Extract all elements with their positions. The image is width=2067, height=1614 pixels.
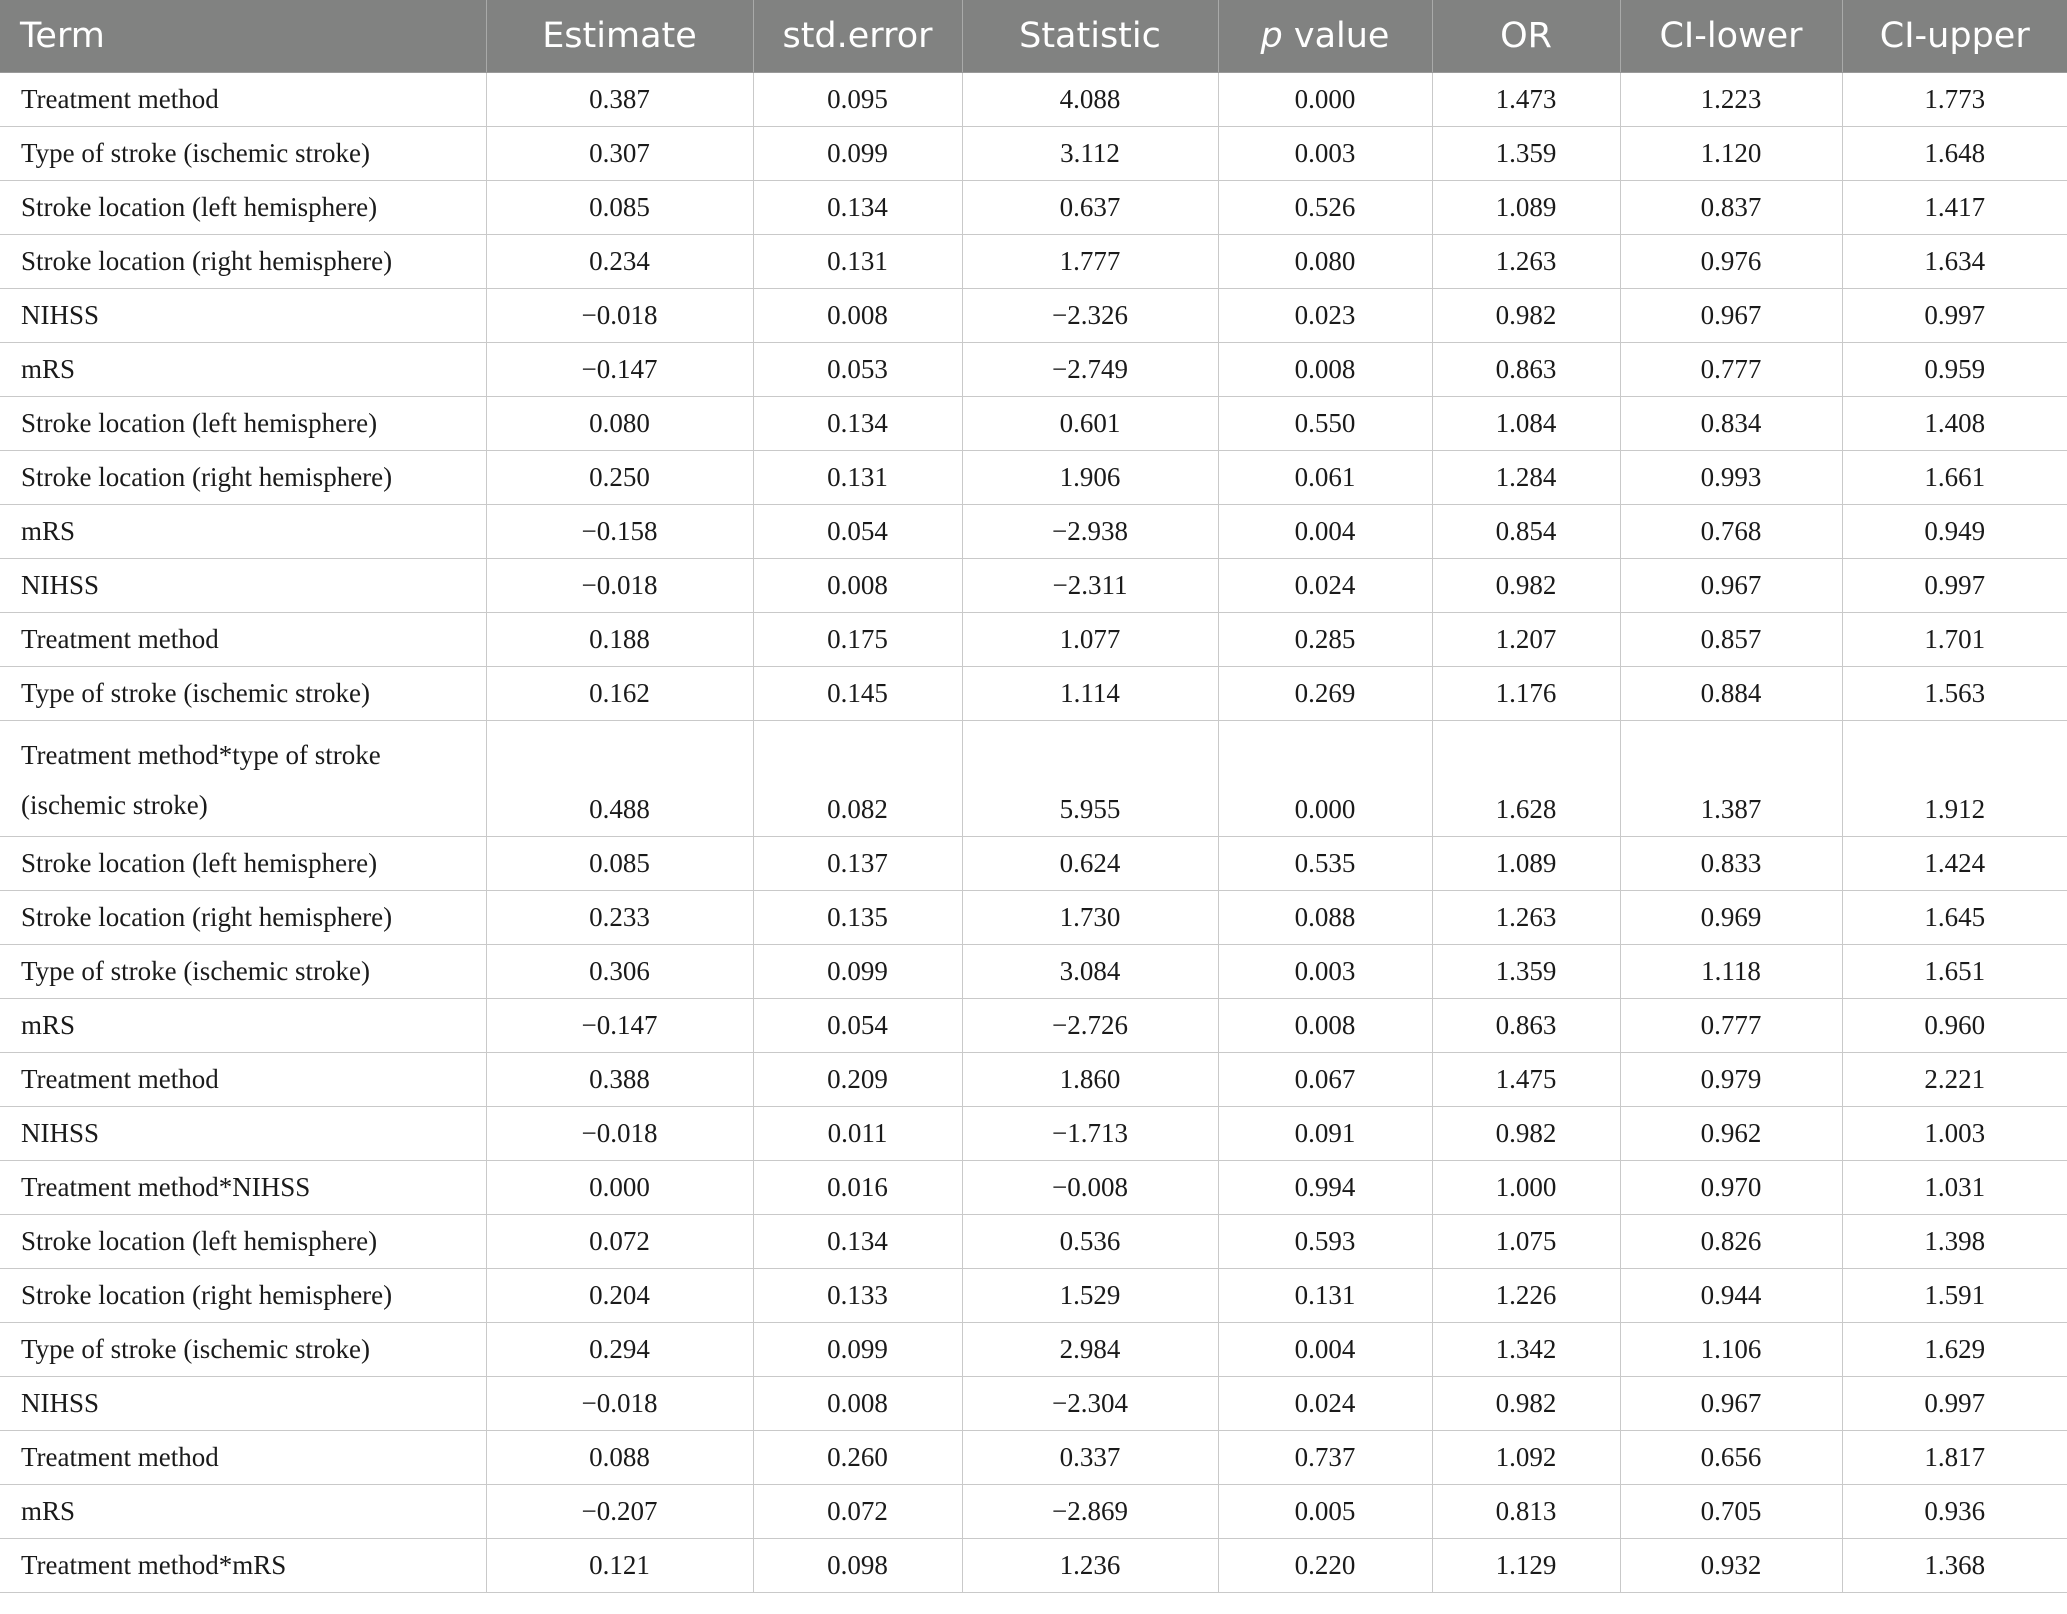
table-row [0,397,2067,451]
term-cell: Treatment method*type of stroke (ischemic stroke) [0,721,486,837]
term-cell: Stroke location (left hemisphere) [0,1215,486,1269]
ci-lower-cell: 1.223 [1620,73,1842,127]
estimate-cell: 0.488 [486,721,753,837]
p-value-cell: 0.737 [1218,1431,1432,1485]
or-cell: 0.982 [1432,1107,1620,1161]
ci-upper-cell: 1.645 [1842,891,2067,945]
ci-upper-cell: 1.563 [1842,667,2067,721]
table-row [0,1485,2067,1539]
term-cell: Stroke location (right hemisphere) [0,891,486,945]
std-error-cell: 0.011 [753,1107,962,1161]
or-cell: 1.084 [1432,397,1620,451]
or-cell: 1.092 [1432,1431,1620,1485]
p-value-cell: 0.008 [1218,343,1432,397]
ci-upper-cell: 1.398 [1842,1215,2067,1269]
ci-upper-cell: 0.997 [1842,289,2067,343]
term-cell: Treatment method*NIHSS [0,1161,486,1215]
std-error-cell: 0.133 [753,1269,962,1323]
statistic-cell: 1.860 [962,1053,1218,1107]
p-value-cell: 0.023 [1218,289,1432,343]
estimate-cell: 0.250 [486,451,753,505]
table-row [0,1431,2067,1485]
term-cell: Treatment method [0,1053,486,1107]
ci-upper-cell: 1.408 [1842,397,2067,451]
std-error-cell: 0.008 [753,559,962,613]
table-row [0,1161,2067,1215]
table-row [0,289,2067,343]
table-row [0,721,2067,837]
ci-upper-cell: 0.960 [1842,999,2067,1053]
ci-upper-cell: 0.997 [1842,559,2067,613]
statistic-cell: −2.726 [962,999,1218,1053]
estimate-cell: 0.080 [486,397,753,451]
statistic-cell: 0.536 [962,1215,1218,1269]
table-row [0,1053,2067,1107]
table-row [0,945,2067,999]
header-statistic: Statistic [962,0,1218,73]
estimate-cell: 0.085 [486,837,753,891]
term-cell: Treatment method [0,1431,486,1485]
estimate-cell: 0.306 [486,945,753,999]
p-value-cell: 0.004 [1218,1323,1432,1377]
statistic-cell: 1.114 [962,667,1218,721]
std-error-cell: 0.134 [753,1215,962,1269]
term-cell: Treatment method [0,613,486,667]
estimate-cell: −0.018 [486,289,753,343]
statistic-cell: −1.713 [962,1107,1218,1161]
estimate-cell: 0.085 [486,181,753,235]
header-p-value [1218,0,1432,73]
or-cell: 1.176 [1432,667,1620,721]
ci-lower-cell: 0.833 [1620,837,1842,891]
p-value-cell: 0.131 [1218,1269,1432,1323]
estimate-cell: −0.158 [486,505,753,559]
or-cell: 1.075 [1432,1215,1620,1269]
ci-lower-cell: 0.969 [1620,891,1842,945]
or-cell: 0.863 [1432,999,1620,1053]
ci-lower-cell: 1.118 [1620,945,1842,999]
estimate-cell: 0.387 [486,73,753,127]
statistic-cell: −2.938 [962,505,1218,559]
std-error-cell: 0.131 [753,451,962,505]
ci-lower-cell: 0.979 [1620,1053,1842,1107]
p-value-cell: 0.061 [1218,451,1432,505]
statistic-cell: −2.304 [962,1377,1218,1431]
ci-upper-cell: 1.634 [1842,235,2067,289]
p-value-cell: 0.004 [1218,505,1432,559]
estimate-cell: 0.088 [486,1431,753,1485]
term-cell: Stroke location (left hemisphere) [0,837,486,891]
term-cell: NIHSS [0,1377,486,1431]
table-row [0,1377,2067,1431]
std-error-cell: 0.053 [753,343,962,397]
p-value-cell: 0.220 [1218,1539,1432,1593]
ci-upper-cell: 1.003 [1842,1107,2067,1161]
statistic-cell: 5.955 [962,721,1218,837]
term-cell: NIHSS [0,1107,486,1161]
ci-lower-cell: 0.962 [1620,1107,1842,1161]
p-value-cell: 0.285 [1218,613,1432,667]
or-cell: 0.982 [1432,1377,1620,1431]
estimate-cell: 0.204 [486,1269,753,1323]
ci-lower-cell: 0.768 [1620,505,1842,559]
or-cell: 0.982 [1432,559,1620,613]
or-cell: 1.284 [1432,451,1620,505]
p-value-cell: 0.080 [1218,235,1432,289]
p-value-cell: 0.994 [1218,1161,1432,1215]
or-cell: 1.342 [1432,1323,1620,1377]
or-cell: 1.263 [1432,891,1620,945]
estimate-cell: −0.018 [486,559,753,613]
std-error-cell: 0.072 [753,1485,962,1539]
p-value-cell: 0.593 [1218,1215,1432,1269]
or-cell: 0.854 [1432,505,1620,559]
term-cell: Stroke location (right hemisphere) [0,235,486,289]
statistic-cell: −2.749 [962,343,1218,397]
p-value-cell: 0.003 [1218,945,1432,999]
term-cell: Type of stroke (ischemic stroke) [0,1323,486,1377]
std-error-cell: 0.054 [753,505,962,559]
ci-upper-cell: 1.629 [1842,1323,2067,1377]
ci-lower-cell: 0.967 [1620,1377,1842,1431]
term-cell: Stroke location (left hemisphere) [0,397,486,451]
ci-upper-cell: 0.949 [1842,505,2067,559]
p-value-cell: 0.067 [1218,1053,1432,1107]
ci-lower-cell: 0.944 [1620,1269,1842,1323]
p-value-cell: 0.269 [1218,667,1432,721]
statistic-cell: 1.236 [962,1539,1218,1593]
table-header [0,0,2067,73]
ci-lower-cell: 0.967 [1620,559,1842,613]
or-cell: 1.473 [1432,73,1620,127]
estimate-cell: 0.162 [486,667,753,721]
table-row [0,891,2067,945]
term-cell: mRS [0,1485,486,1539]
ci-lower-cell: 0.777 [1620,999,1842,1053]
or-cell: 1.089 [1432,181,1620,235]
std-error-cell: 0.098 [753,1539,962,1593]
statistic-cell: 1.777 [962,235,1218,289]
table-row [0,837,2067,891]
std-error-cell: 0.082 [753,721,962,837]
p-value-cell: 0.000 [1218,73,1432,127]
ci-lower-cell: 0.932 [1620,1539,1842,1593]
table-row [0,1539,2067,1593]
ci-lower-cell: 0.967 [1620,289,1842,343]
header-row [0,0,2067,73]
ci-lower-cell: 1.106 [1620,1323,1842,1377]
statistic-cell: 0.624 [962,837,1218,891]
ci-upper-cell: 1.773 [1842,73,2067,127]
header-ci-lower: CI-lower [1620,0,1842,73]
ci-lower-cell: 0.857 [1620,613,1842,667]
ci-lower-cell: 0.826 [1620,1215,1842,1269]
statistic-cell: 1.077 [962,613,1218,667]
p-value-cell: 0.526 [1218,181,1432,235]
or-cell: 1.000 [1432,1161,1620,1215]
ci-lower-cell: 0.976 [1620,235,1842,289]
statistic-cell: 1.529 [962,1269,1218,1323]
term-cell: mRS [0,505,486,559]
ci-lower-cell: 1.387 [1620,721,1842,837]
estimate-cell: 0.233 [486,891,753,945]
ci-lower-cell: 0.884 [1620,667,1842,721]
table-row [0,1107,2067,1161]
or-cell: 1.359 [1432,945,1620,999]
estimate-cell: 0.234 [486,235,753,289]
ci-upper-cell: 0.959 [1842,343,2067,397]
estimate-cell: −0.018 [486,1107,753,1161]
std-error-cell: 0.209 [753,1053,962,1107]
std-error-cell: 0.131 [753,235,962,289]
p-value-cell: 0.088 [1218,891,1432,945]
estimate-cell: −0.207 [486,1485,753,1539]
std-error-cell: 0.145 [753,667,962,721]
table-row [0,999,2067,1053]
std-error-cell: 0.134 [753,397,962,451]
p-value-cell: 0.005 [1218,1485,1432,1539]
estimate-cell: −0.018 [486,1377,753,1431]
std-error-cell: 0.095 [753,73,962,127]
statistic-cell: 0.601 [962,397,1218,451]
ci-upper-cell: 2.221 [1842,1053,2067,1107]
ci-lower-cell: 0.970 [1620,1161,1842,1215]
term-cell: Treatment method*mRS [0,1539,486,1593]
or-cell: 1.226 [1432,1269,1620,1323]
table-row [0,343,2067,397]
statistic-cell: 3.112 [962,127,1218,181]
ci-lower-cell: 1.120 [1620,127,1842,181]
ci-lower-cell: 0.777 [1620,343,1842,397]
ci-upper-cell: 1.651 [1842,945,2067,999]
std-error-cell: 0.016 [753,1161,962,1215]
ci-upper-cell: 1.424 [1842,837,2067,891]
table-row [0,235,2067,289]
term-cell: Type of stroke (ischemic stroke) [0,945,486,999]
ci-upper-cell: 0.997 [1842,1377,2067,1431]
ci-upper-cell: 1.912 [1842,721,2067,837]
table-body [0,73,2067,1593]
estimate-cell: 0.072 [486,1215,753,1269]
p-value-cell: 0.091 [1218,1107,1432,1161]
table-row [0,451,2067,505]
statistic-cell: −2.326 [962,289,1218,343]
statistic-cell: 0.337 [962,1431,1218,1485]
or-cell: 1.628 [1432,721,1620,837]
ci-upper-cell: 1.817 [1842,1431,2067,1485]
std-error-cell: 0.008 [753,289,962,343]
p-value-cell: 0.008 [1218,999,1432,1053]
std-error-cell: 0.137 [753,837,962,891]
std-error-cell: 0.134 [753,181,962,235]
statistic-cell: −2.311 [962,559,1218,613]
statistic-cell: −2.869 [962,1485,1218,1539]
estimate-cell: 0.388 [486,1053,753,1107]
estimate-cell: 0.294 [486,1323,753,1377]
table-row [0,1323,2067,1377]
std-error-cell: 0.135 [753,891,962,945]
std-error-cell: 0.175 [753,613,962,667]
table-row [0,613,2067,667]
statistic-cell: 0.637 [962,181,1218,235]
header-ci-upper: CI-upper [1842,0,2067,73]
ci-lower-cell: 0.834 [1620,397,1842,451]
ci-upper-cell: 1.417 [1842,181,2067,235]
or-cell: 1.359 [1432,127,1620,181]
table-row [0,1269,2067,1323]
header-term: Term [0,0,486,73]
header-p-value-suffix: value [1282,16,1390,56]
p-value-cell: 0.550 [1218,397,1432,451]
ci-lower-cell: 0.705 [1620,1485,1842,1539]
term-cell: NIHSS [0,559,486,613]
or-cell: 1.263 [1432,235,1620,289]
estimate-cell: −0.147 [486,999,753,1053]
or-cell: 1.475 [1432,1053,1620,1107]
term-cell: Treatment method [0,73,486,127]
statistic-cell: −0.008 [962,1161,1218,1215]
table-row [0,559,2067,613]
ci-lower-cell: 0.837 [1620,181,1842,235]
ci-upper-cell: 0.936 [1842,1485,2067,1539]
statistic-cell: 3.084 [962,945,1218,999]
or-cell: 1.207 [1432,613,1620,667]
or-cell: 0.813 [1432,1485,1620,1539]
p-value-cell: 0.000 [1218,721,1432,837]
std-error-cell: 0.099 [753,1323,962,1377]
p-value-cell: 0.535 [1218,837,1432,891]
term-cell: Stroke location (left hemisphere) [0,181,486,235]
estimate-cell: −0.147 [486,343,753,397]
term-cell: mRS [0,343,486,397]
term-cell: NIHSS [0,289,486,343]
table-row [0,73,2067,127]
table-row [0,181,2067,235]
p-value-cell: 0.003 [1218,127,1432,181]
term-cell: Stroke location (right hemisphere) [0,1269,486,1323]
statistic-cell: 1.730 [962,891,1218,945]
ci-upper-cell: 1.591 [1842,1269,2067,1323]
estimate-cell: 0.188 [486,613,753,667]
or-cell: 0.982 [1432,289,1620,343]
ci-upper-cell: 1.661 [1842,451,2067,505]
ci-lower-cell: 0.656 [1620,1431,1842,1485]
header-std-error: std.error [753,0,962,73]
p-value-cell: 0.024 [1218,1377,1432,1431]
term-cell: Type of stroke (ischemic stroke) [0,667,486,721]
ci-upper-cell: 1.031 [1842,1161,2067,1215]
header-or: OR [1432,0,1620,73]
table-row [0,667,2067,721]
table-row [0,1215,2067,1269]
statistic-cell: 2.984 [962,1323,1218,1377]
statistic-cell: 4.088 [962,73,1218,127]
header-p-value-italic-p: p [1260,16,1283,56]
term-cell: Type of stroke (ischemic stroke) [0,127,486,181]
or-cell: 0.863 [1432,343,1620,397]
ci-lower-cell: 0.993 [1620,451,1842,505]
ci-upper-cell: 1.648 [1842,127,2067,181]
p-value-cell: 0.024 [1218,559,1432,613]
or-cell: 1.089 [1432,837,1620,891]
std-error-cell: 0.008 [753,1377,962,1431]
estimate-cell: 0.121 [486,1539,753,1593]
std-error-cell: 0.099 [753,127,962,181]
estimate-cell: 0.000 [486,1161,753,1215]
statistic-cell: 1.906 [962,451,1218,505]
table-row [0,127,2067,181]
std-error-cell: 0.099 [753,945,962,999]
estimate-cell: 0.307 [486,127,753,181]
term-cell: mRS [0,999,486,1053]
ci-upper-cell: 1.701 [1842,613,2067,667]
ci-upper-cell: 1.368 [1842,1539,2067,1593]
header-estimate: Estimate [486,0,753,73]
term-cell: Stroke location (right hemisphere) [0,451,486,505]
std-error-cell: 0.260 [753,1431,962,1485]
std-error-cell: 0.054 [753,999,962,1053]
or-cell: 1.129 [1432,1539,1620,1593]
table-row [0,505,2067,559]
